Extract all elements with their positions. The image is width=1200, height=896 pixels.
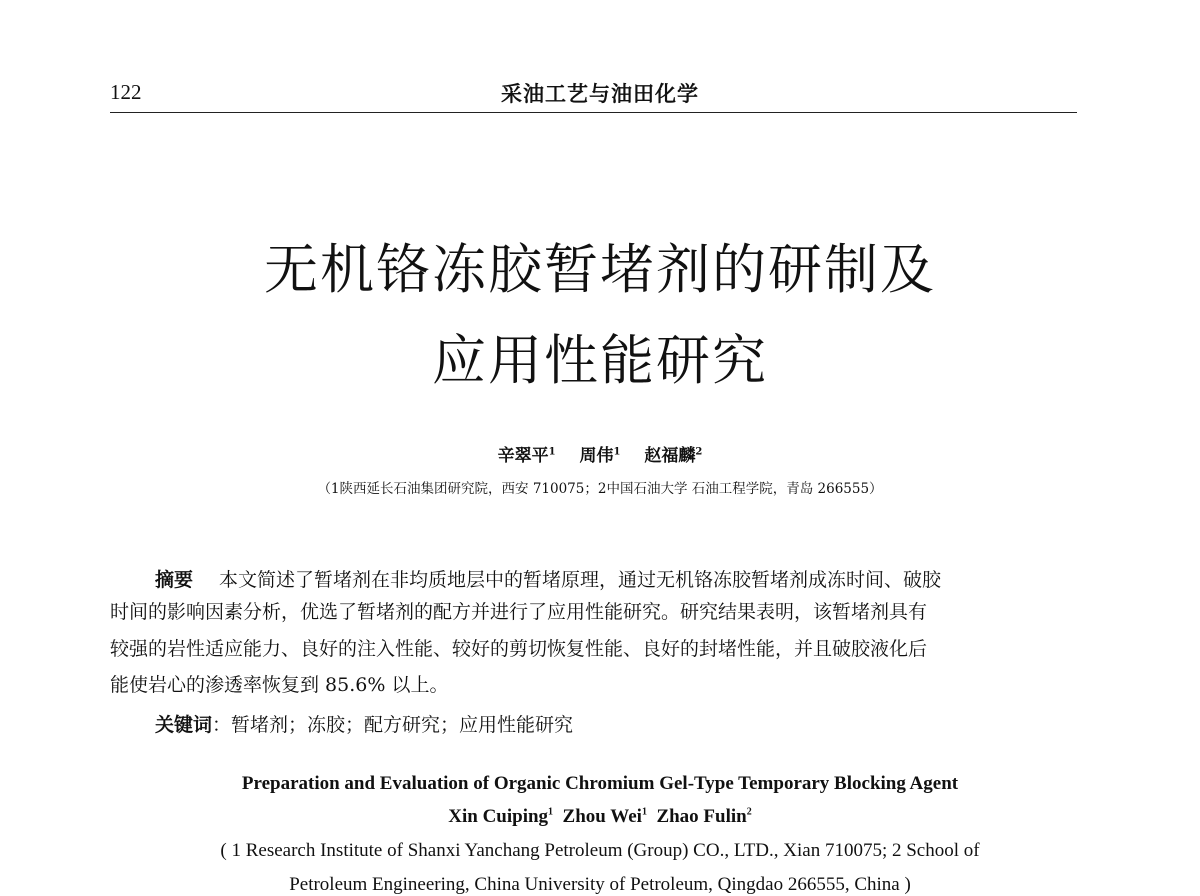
- affiliation-cn: （1陕西延长石油集团研究院，西安 710075；2中国石油大学 石油工程学院，青岛 266555）: [317, 481, 883, 497]
- abstract-text: 本文简述了暂堵剂在非均质地层中的暂堵原理，通过无机铬冻胶暂堵剂成冻时间、破胶: [219, 569, 942, 591]
- english-affiliation-line-1: ( 1 Research Institute of Shanxi Yanchang Petroleum (Group) CO., LTD., Xian 710075; 2 School of: [220, 840, 980, 861]
- keywords-text: ：暂堵剂；冻胶；配方研究；应用性能研究: [212, 714, 574, 736]
- journal-name: 采油工艺与油田化学: [501, 82, 699, 106]
- abstract-line: 能使岩心的渗透率恢复到 85.6% 以上。: [110, 674, 449, 696]
- paper-title-line-1: 无机铬冻胶暂堵剂的研制及: [264, 238, 936, 301]
- author-affiliation-mark: 1: [613, 446, 621, 458]
- authors-cn: [0, 441, 1200, 466]
- paper-title-line-2: 应用性能研究: [432, 329, 768, 392]
- keywords-label: 关键词: [155, 714, 213, 736]
- page-number: 122: [110, 80, 142, 104]
- author-name: Zhao Fulin: [656, 806, 747, 827]
- author-name: Xin Cuiping: [448, 806, 549, 827]
- abstract-line: 时间的影响因素分析，优选了暂堵剂的配方并进行了应用性能研究。研究结果表明，该暂堵剂具有: [110, 601, 928, 623]
- english-affiliation-line-2: Petroleum Engineering, China University of Petroleum, Qingdao 266555, China ): [289, 874, 911, 895]
- author-name: 周伟: [579, 446, 614, 466]
- abstract-label: 摘要: [155, 569, 194, 591]
- author-name: Zhou Wei: [562, 806, 642, 827]
- author-name: 赵福麟: [644, 446, 696, 466]
- author-affiliation-mark: 1: [548, 806, 554, 818]
- english-authors: [0, 806, 1200, 828]
- author-affiliation-mark: 2: [746, 806, 752, 818]
- author-affiliation-mark: 1: [548, 446, 556, 458]
- author-affiliation-mark: 1: [641, 806, 647, 818]
- author-name: 辛翠平: [497, 446, 549, 466]
- english-title: Preparation and Evaluation of Organic Chromium Gel-Type Temporary Blocking Agent: [241, 773, 959, 794]
- header-rule: [110, 112, 1077, 113]
- keywords: [155, 710, 573, 737]
- abstract-line: [155, 570, 1125, 590]
- author-affiliation-mark: 2: [695, 446, 703, 458]
- abstract-line: 较强的岩性适应能力、良好的注入性能、较好的剪切恢复性能、良好的封堵性能，并且破胶液化后: [110, 638, 928, 660]
